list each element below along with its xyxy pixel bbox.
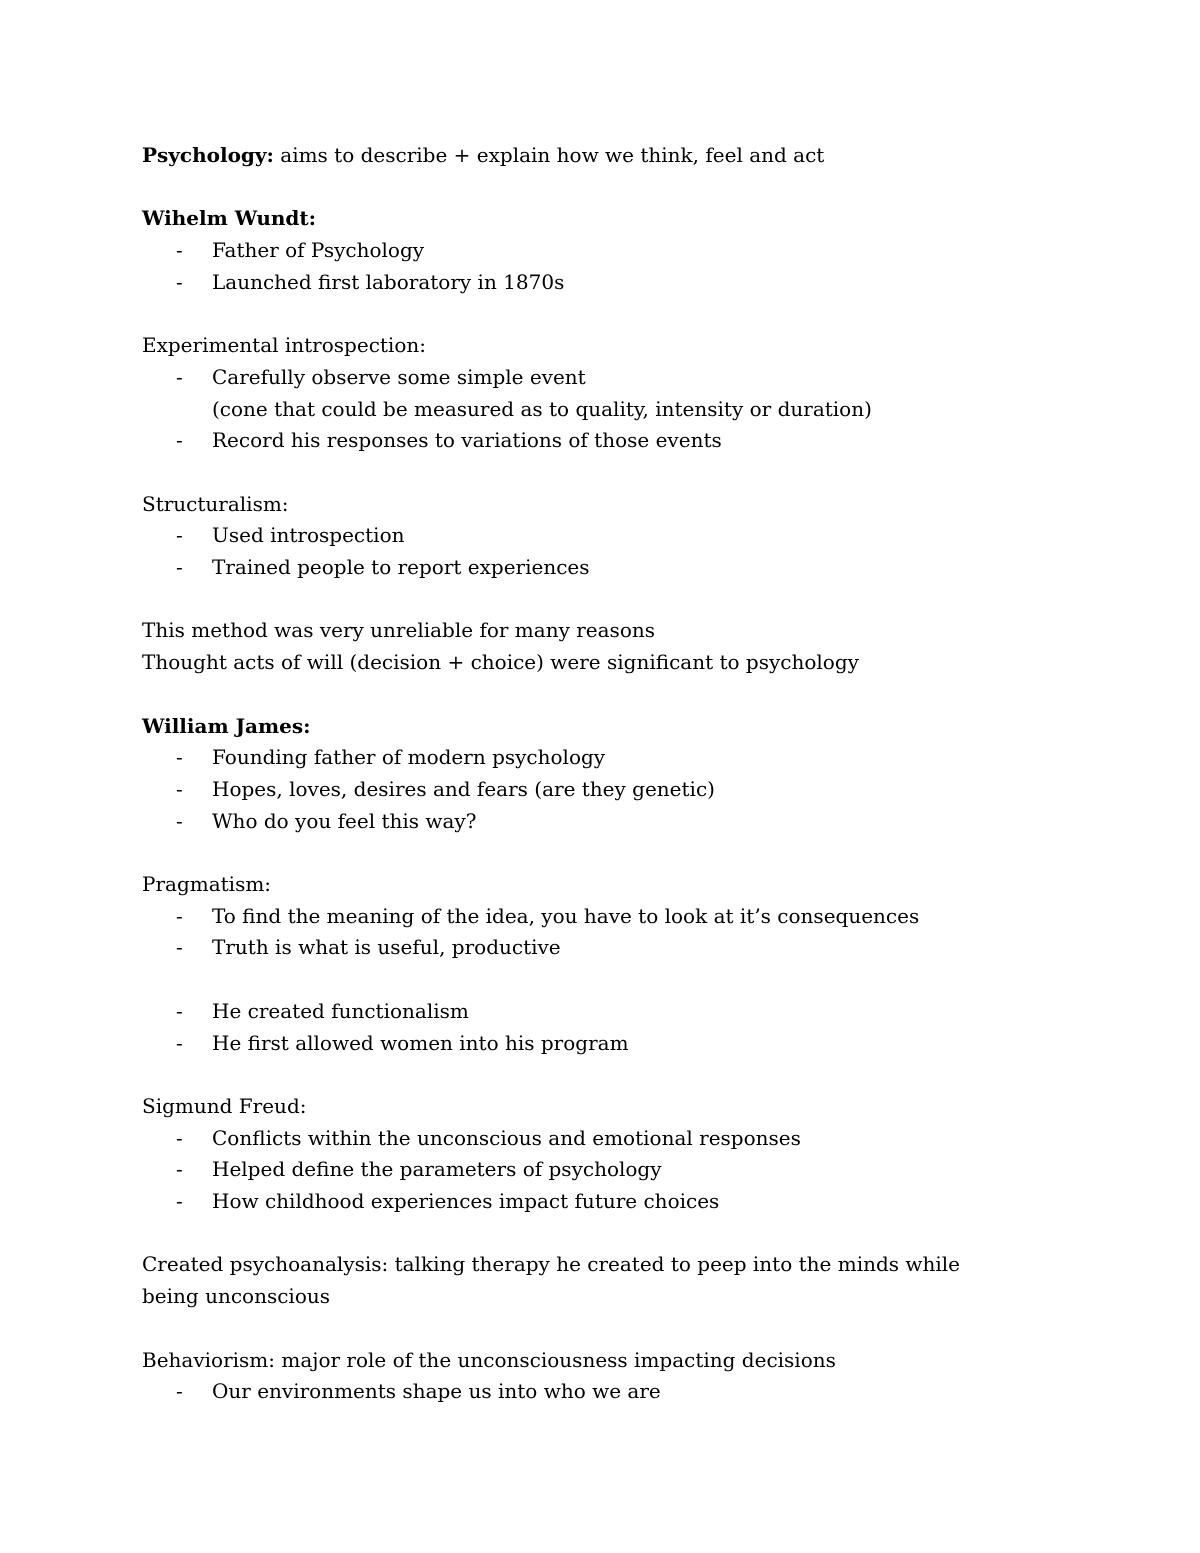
bullet-dash: - xyxy=(176,364,183,389)
pragmatism-heading: Pragmatism: xyxy=(142,872,272,897)
bullet-dash: - xyxy=(176,935,183,960)
list-item-text: How childhood experiences impact future choices xyxy=(212,1189,720,1214)
list-item-text: Carefully observe some simple event xyxy=(212,364,586,389)
list-item xyxy=(142,235,1022,267)
list-item-text: Launched first laboratory in 1870s xyxy=(212,269,565,294)
list-item-text: He created functionalism xyxy=(212,998,469,1023)
bullet-dash: - xyxy=(176,776,183,801)
list-item xyxy=(142,1123,1022,1155)
note-line: This method was very unreliable for many reasons xyxy=(142,618,655,643)
list-item-text: Used introspection xyxy=(212,523,405,548)
psychology-definition xyxy=(142,140,1022,172)
spacer xyxy=(142,1059,1022,1091)
list-item-text: Record his responses to variations of those events xyxy=(212,428,722,453)
spacer xyxy=(142,1313,1022,1345)
list-item xyxy=(142,996,1022,1028)
document-body xyxy=(142,140,1022,1408)
list-item xyxy=(142,425,1022,457)
bullet-dash: - xyxy=(176,1189,183,1214)
spacer xyxy=(142,964,1022,996)
list-item xyxy=(142,1186,1022,1218)
list-item xyxy=(142,1028,1022,1060)
bullet-dash: - xyxy=(176,1379,183,1404)
list-item xyxy=(142,901,1022,933)
james-heading: William James: xyxy=(142,713,311,738)
bullet-dash: - xyxy=(176,555,183,580)
bullet-dash: - xyxy=(176,1030,183,1055)
bullet-dash: - xyxy=(176,238,183,263)
list-item-continuation: (cone that could be measured as to quality, intensity or duration) xyxy=(212,396,872,421)
behaviorism-line: Behaviorism: major role of the unconsciousness impacting decisions xyxy=(142,1347,836,1372)
list-item-text: To find the meaning of the idea, you have to look at it’s consequences xyxy=(212,903,920,928)
introspection-heading: Experimental introspection: xyxy=(142,333,426,358)
psychology-term: Psychology: xyxy=(142,143,274,167)
list-item-text: Founding father of modern psychology xyxy=(212,745,606,770)
bullet-dash: - xyxy=(176,1157,183,1182)
bullet-dash: - xyxy=(176,998,183,1023)
list-item xyxy=(142,742,1022,774)
spacer xyxy=(142,457,1022,489)
wundt-heading: Wihelm Wundt: xyxy=(142,206,317,231)
bullet-dash: - xyxy=(176,428,183,453)
list-item xyxy=(142,520,1022,552)
list-item xyxy=(142,1154,1022,1186)
list-item xyxy=(142,267,1022,299)
spacer xyxy=(142,299,1022,331)
list-item xyxy=(142,774,1022,806)
psychoanalysis-paragraph: Created psychoanalysis: talking therapy he created to peep into the minds while being unconscious xyxy=(142,1252,961,1309)
structuralism-heading: Structuralism: xyxy=(142,491,289,516)
spacer xyxy=(142,172,1022,204)
note-line: Thought acts of will (decision + choice) were significant to psychology xyxy=(142,650,859,675)
list-item-text: Our environments shape us into who we are xyxy=(212,1379,661,1404)
bullet-dash: - xyxy=(176,745,183,770)
bullet-dash: - xyxy=(176,808,183,833)
bullet-dash: - xyxy=(176,523,183,548)
psychology-text: aims to describe + explain how we think, feel and act xyxy=(273,143,825,167)
list-item-text: Truth is what is useful, productive xyxy=(212,935,561,960)
list-item-text: Helped define the parameters of psychology xyxy=(212,1157,662,1182)
list-item xyxy=(142,806,1022,838)
freud-heading: Sigmund Freud: xyxy=(142,1093,307,1118)
spacer xyxy=(142,584,1022,616)
list-item-text: Hopes, loves, desires and fears (are they genetic) xyxy=(212,776,715,801)
list-item xyxy=(142,1376,1022,1408)
spacer xyxy=(142,1218,1022,1250)
bullet-dash: - xyxy=(176,1125,183,1150)
list-item-text: Father of Psychology xyxy=(212,238,425,263)
list-item xyxy=(142,552,1022,584)
list-item-text: Trained people to report experiences xyxy=(212,555,590,580)
list-item-text: Conflicts within the unconscious and emotional responses xyxy=(212,1125,801,1150)
list-item-text: Who do you feel this way? xyxy=(212,808,477,833)
spacer xyxy=(142,679,1022,711)
bullet-dash: - xyxy=(176,903,183,928)
list-item-text: He first allowed women into his program xyxy=(212,1030,629,1055)
list-item xyxy=(142,362,1022,394)
list-item xyxy=(142,932,1022,964)
spacer xyxy=(142,837,1022,869)
bullet-dash: - xyxy=(176,269,183,294)
